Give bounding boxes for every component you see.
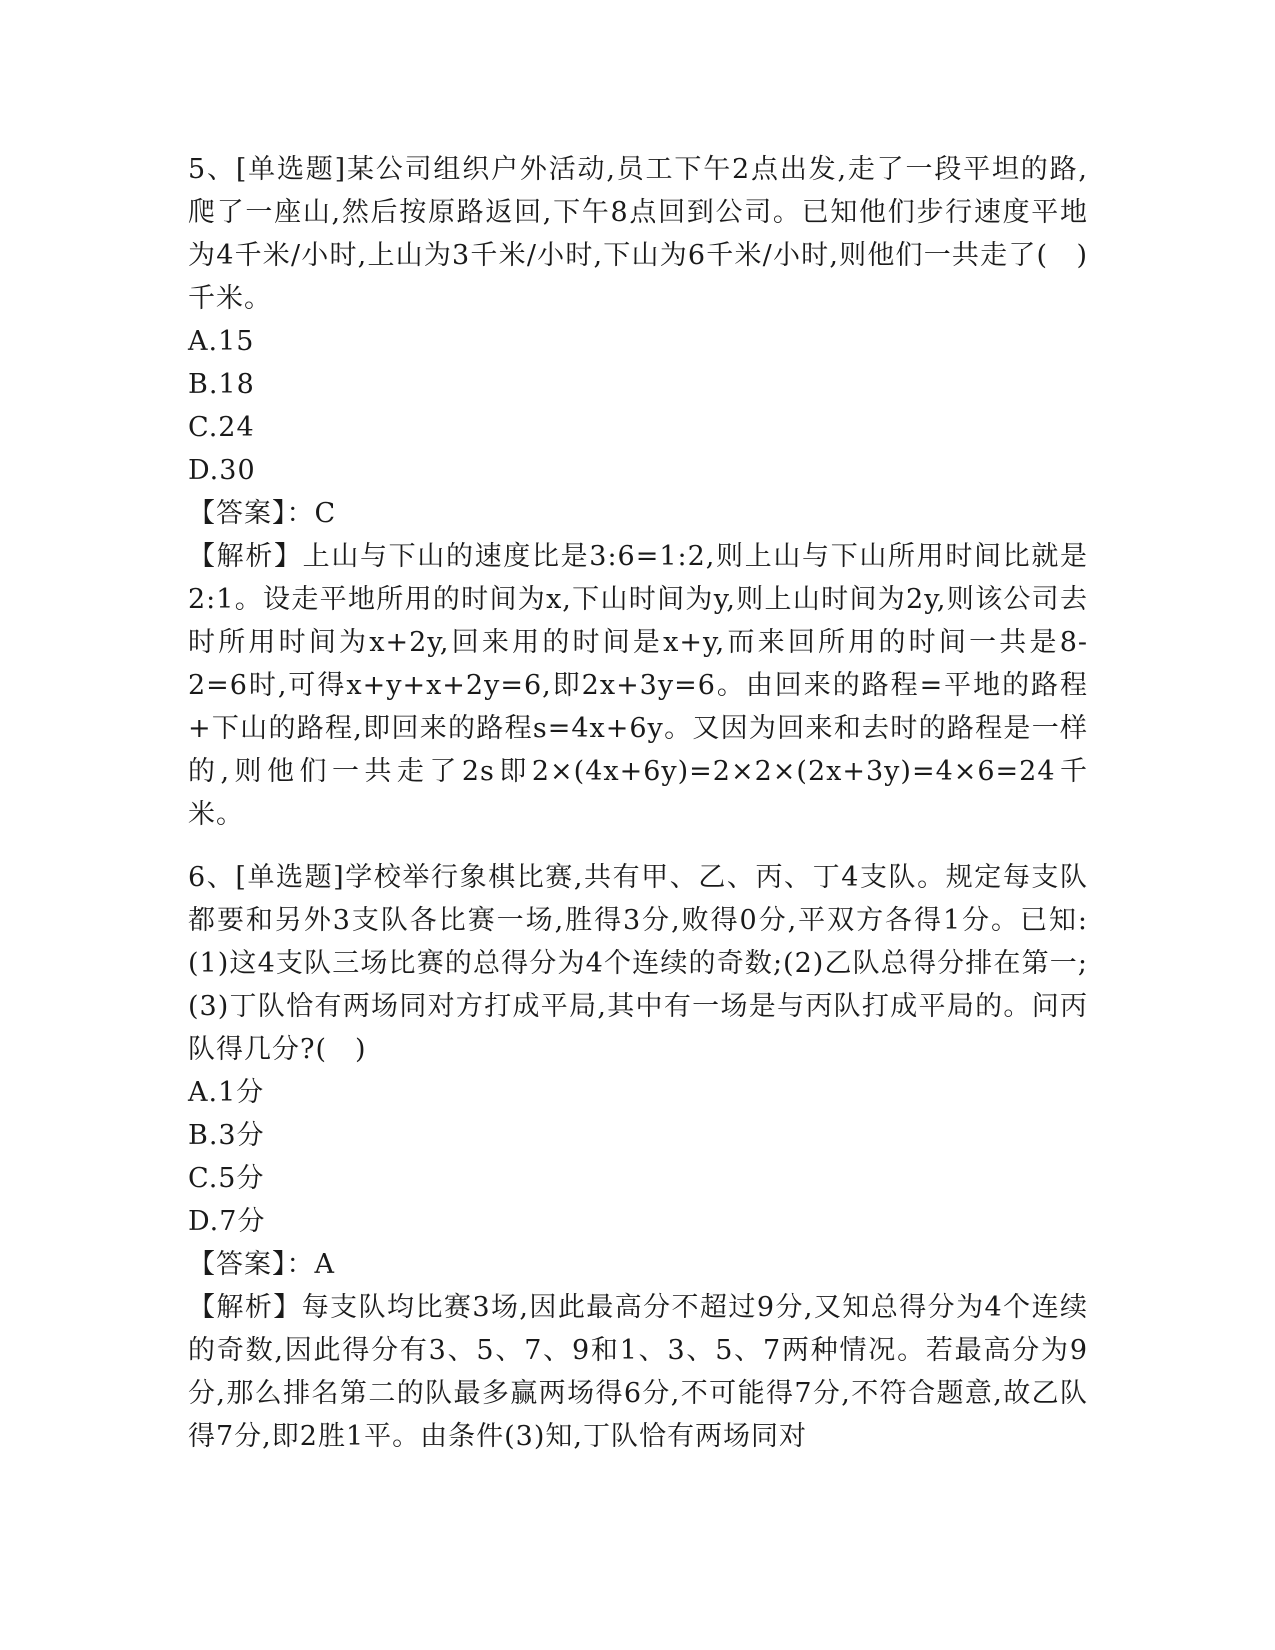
answer-label: 【答案】：	[188, 498, 315, 529]
option-d: D.7分	[188, 1206, 266, 1237]
option-c: C.24	[188, 412, 255, 443]
question-5	[188, 148, 1088, 836]
explanation-label: 【解析】	[188, 1292, 302, 1323]
answer-value: A	[314, 1249, 335, 1280]
question-stem: 5、[单选题]某公司组织户外活动,员工下午2点出发,走了一段平坦的路,爬了一座山,然后按原路返回,下午8点回到公司。已知他们步行速度平地为4千米/小时,上山为3千米/小时,下山为6千米/小时,则他们一共走了( )千米。	[188, 154, 1088, 314]
answer-label: 【答案】：	[188, 1249, 315, 1280]
option-b: B.3分	[188, 1120, 265, 1151]
explanation-label: 【解析】	[188, 541, 303, 572]
answer-line	[188, 1243, 1088, 1286]
answer-value: C	[314, 498, 337, 529]
option-d: D.30	[188, 455, 256, 486]
option-b: B.18	[188, 369, 255, 400]
explanation	[188, 535, 1088, 836]
option-a: A.15	[188, 326, 255, 357]
question-stem: 6、[单选题]学校举行象棋比赛,共有甲、乙、丙、丁4支队。规定每支队都要和另外3支队各比赛一场,胜得3分,败得0分,平双方各得1分。已知:(1)这4支队三场比赛的总得分为4个连续的奇数;(2)乙队总得分排在第一;(3)丁队恰有两场同对方打成平局,其中有一场是与丙队打成平局的。问丙队得几分?( )	[188, 862, 1088, 1065]
document-content	[188, 148, 1088, 1458]
explanation-text: 上山与下山的速度比是3:6=1:2,则上山与下山所用时间比就是2:1。设走平地所用的时间为x,下山时间为y,则上山时间为2y,则该公司去时所用时间为x+2y,回来用的时间是x+y,而来回所用的时间一共是8-2=6时,可得x+y+x+2y=6,即2x+3y=6。由回来的路程=平地的路程+下山的路程,即回来的路程s=4x+6y。又因为回来和去时的路程是一样的,则他们一共走了2s即2×(4x+6y)=2×2×(2x+3y)=4×6=24千米。	[188, 541, 1088, 830]
option-c: C.5分	[188, 1163, 265, 1194]
explanation-text: 每支队均比赛3场,因此最高分不超过9分,又知总得分为4个连续的奇数,因此得分有3、5、7、9和1、3、5、7两种情况。若最高分为9分,那么排名第二的队最多赢两场得6分,不可能得7分,不符合题意,故乙队得7分,即2胜1平。由条件(3)知,丁队恰有两场同对	[188, 1292, 1088, 1452]
option-a: A.1分	[188, 1077, 265, 1108]
question-6	[188, 856, 1088, 1458]
answer-line	[188, 492, 1088, 535]
explanation	[188, 1286, 1088, 1458]
